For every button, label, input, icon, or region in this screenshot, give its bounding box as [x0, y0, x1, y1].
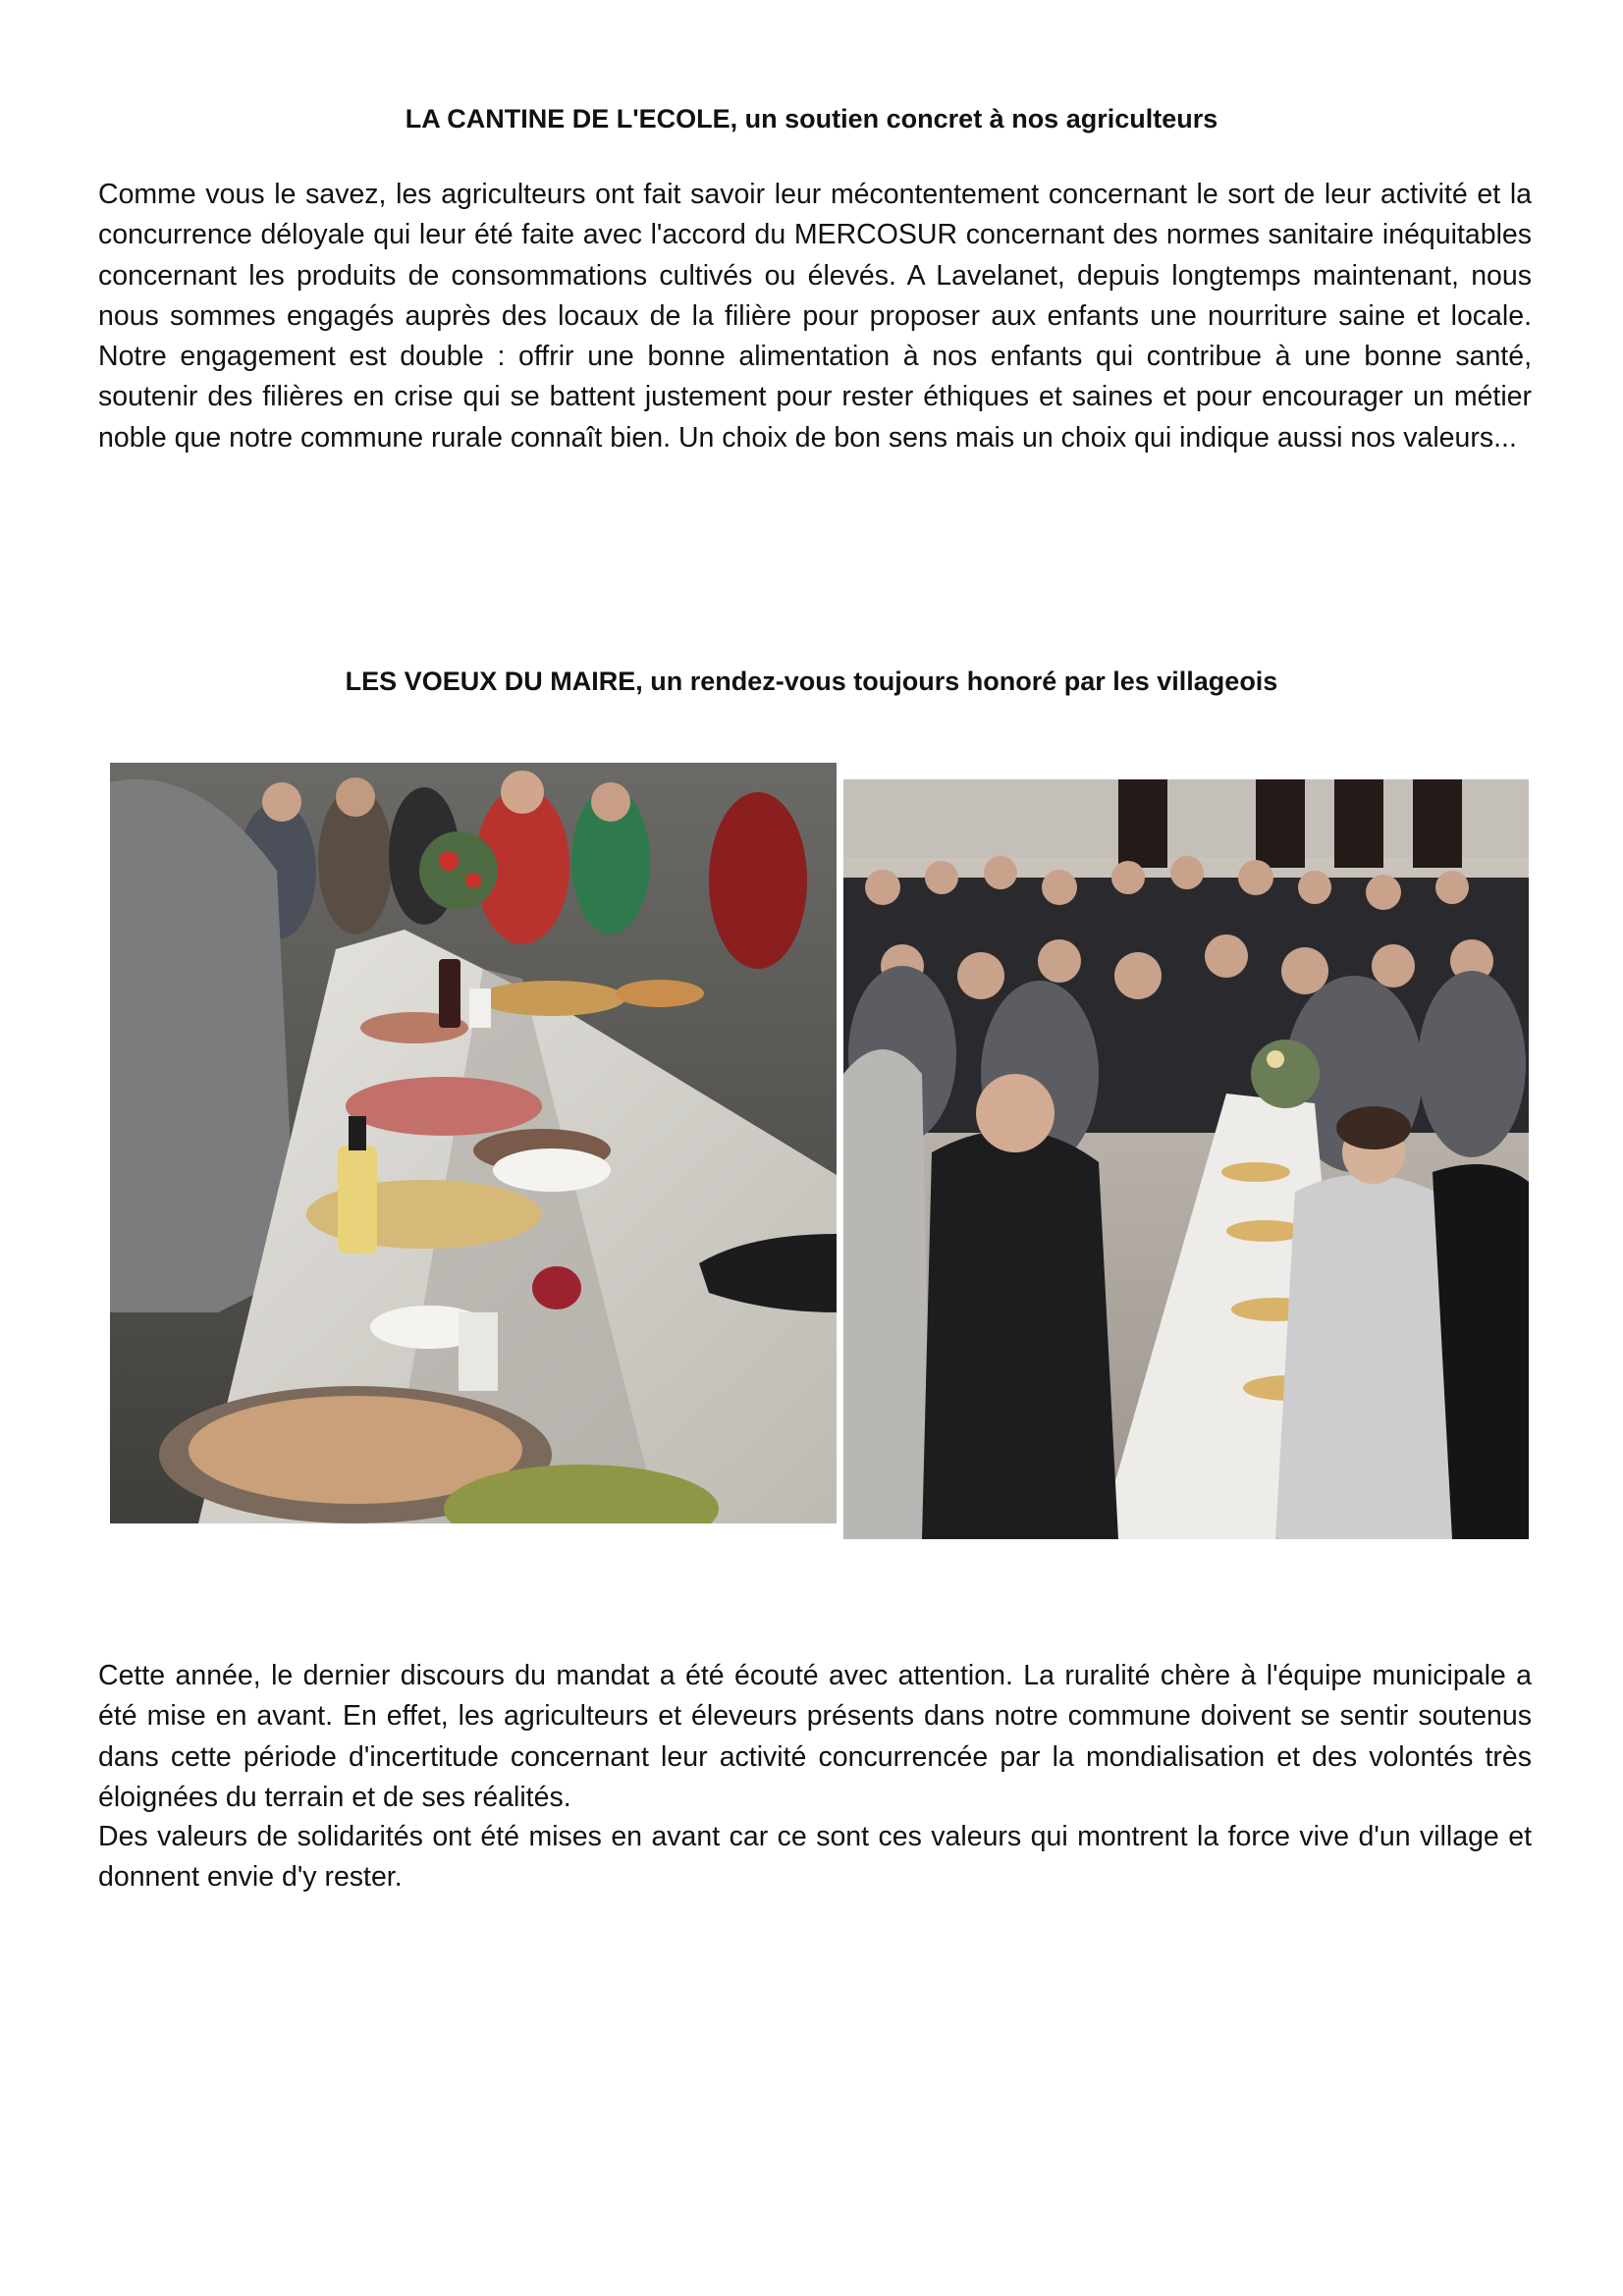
section2-paragraph-1: Cette année, le dernier discours du mandat a été écouté avec attention. La ruralité chère à l'équipe municipale a été mise en avant. En effet, les agriculteurs et éleveurs présents dans notre commune doivent se sentir soutenus dans cette période d'incertitude concernant leur activité concurrencée par la mondialisation et des volontés très éloignées du terrain et de ses réalités.	[98, 1660, 1532, 1813]
section1-paragraph: Comme vous le savez, les agriculteurs ont fait savoir leur mécontentement concernant le sort de leur activité et la concurrence déloyale qui leur été faite avec l'accord du MERCOSUR concernant des normes sanitaire inéquitables concernant les produits de consommations cultivés ou élevés. A Lavelanet, depuis longtemps maintenant, nous nous sommes engagés auprès des locaux de la filière pour proposer aux enfants une nourriture saine et locale. Notre engagement est double : offrir une bonne alimentation à nos enfants qui contribue à une bonne santé, soutenir des filières en crise qui se battent justement pour rester éthiques et saines et pour encourager un métier noble que notre commune rurale connaît bien. Un choix de bon sens mais un choix qui indique aussi nos valeurs...	[98, 179, 1532, 454]
section1-title: LA CANTINE DE L'ECOLE, un soutien concret à nos agriculteurs	[405, 104, 1218, 133]
section2-paragraph-2: Des valeurs de solidarités ont été mises en avant car ce sont ces valeurs qui montrent la force vive d'un village et donnent envie d'y rester.	[98, 1821, 1532, 1894]
section2-title: LES VOEUX DU MAIRE, un rendez-vous toujours honoré par les villageois	[345, 667, 1278, 696]
buffet-table-photo	[110, 763, 837, 1523]
crowd-reception-photo	[843, 779, 1529, 1539]
